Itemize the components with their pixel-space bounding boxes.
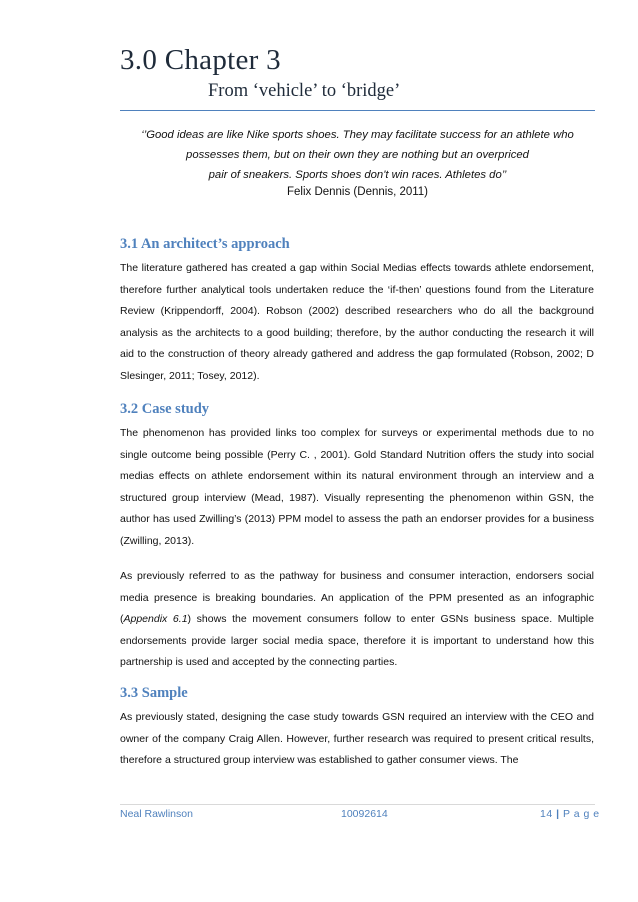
section-heading-3-1: 3.1 An architect’s approach [120, 236, 290, 252]
appendix-reference: Appendix 6.1 [123, 613, 188, 626]
section-heading-3-2: 3.2 Case study [120, 401, 210, 417]
epigraph-quote [120, 125, 595, 185]
paragraph: As previously stated, designing the case study towards GSN required an interview with the CEO and owner of the company Craig Allen. However, further research was required to present critical results, therefore a structured group interview was established to gather consumer views. The [120, 711, 594, 767]
quote-attribution: Felix Dennis (Dennis, 2011) [286, 186, 429, 198]
footer-page-number [540, 808, 600, 820]
footer-divider [120, 804, 595, 805]
chapter-title: 3.0 Chapter 3 [120, 44, 281, 76]
paragraph-text: ) shows the movement consumers follow to enter GSNs business space. Multiple endorsements provide larger social media space, therefore it is important to understand how this partnership is used and accepted by the connecting parties. [120, 613, 594, 669]
paragraph [120, 566, 594, 674]
quote-line: pair of sneakers. Sports shoes don't win races. Athletes do’’ [208, 169, 507, 181]
page-label: P a g e [562, 808, 600, 820]
paragraph: The literature gathered has created a gap within Social Medias effects towards athlete endorsement, therefore further analytical tools undertaken reduce the ‘if-then’ questions found from the Literature Review (Krippendorff, 2004). Robson (2002) described researchers who do all the background analysis as the architects to a good building; therefore, by the author conducting the research it will aid to the construction of theory already gathered and address the gap formulated (Robson, 2002; D Slesinger, 2011; Tosey, 2012). [120, 262, 594, 382]
page-separator: | [556, 808, 560, 820]
page-number: 14 [540, 808, 553, 820]
chapter-subtitle: From ‘vehicle’ to ‘bridge’ [208, 81, 401, 101]
quote-line: possesses them, but on their own they are nothing but an overpriced [186, 149, 529, 161]
title-divider [120, 110, 595, 111]
footer-student-id: 10092614 [341, 808, 388, 820]
quote-line: ‘’Good ideas are like Nike sports shoes. They may facilitate success for an athlete who [141, 129, 574, 141]
footer-author: Neal Rawlinson [120, 808, 193, 820]
section-heading-3-3: 3.3 Sample [120, 685, 188, 701]
paragraph-text: As previously referred to as the pathway for business and consumer interaction, endorsers social media presence is breaking boundaries. An application of the PPM presented as an infographic ( [120, 570, 594, 626]
paragraph: The phenomenon has provided links too complex for surveys or experimental methods due to no single outcome being possible (Perry C. , 2001). Gold Standard Nutrition offers the study into social medias effects on athlete endorsement within its natural environment through an interview and a structured group interview (Mead, 1987). Visually representing the phenomenon within GSN, the author has used Zwilling’s (2013) PPM model to assess the path an endorser provides for a business (Zwilling, 2013). [120, 427, 594, 547]
